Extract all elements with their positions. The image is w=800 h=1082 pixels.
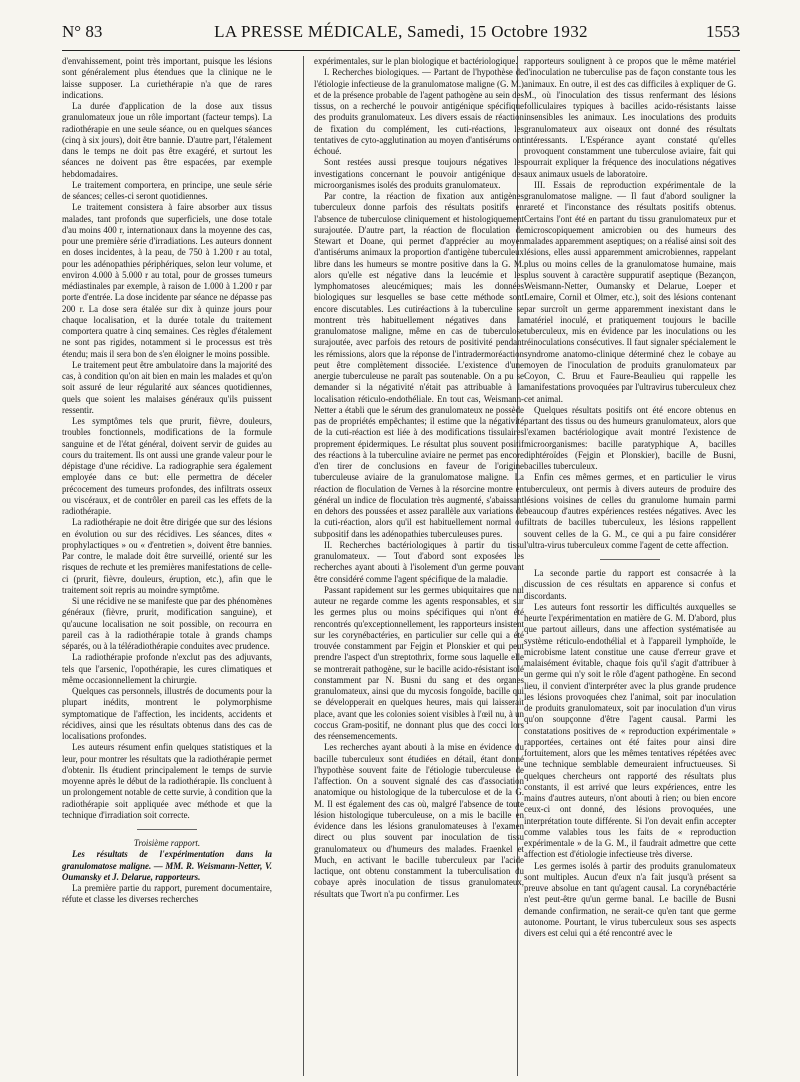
paragraph: I. Recherches biologiques. — Partant de l'hypothèse de l'étiologie infectieuse de la granulomatose maligne (G. M.) et de la présence probable de l'agent pathogène au sein des tissus, on a recherché le pouvoir antigénique spécifique des produits granulomateux. Les divers essais de réaction de fixation du complément, les cuti-réactions, les tentatives de cyto-agglutination au moyen d'antisérums ont échoué. xyxy=(314,67,524,156)
paragraph: Quelques cas personnels, illustrés de documents pour la plupart inédits, montrent le polymorphisme symptomatique de l'affection, les incidents, accidents et récidives, ainsi que les résultats obtenus dans des cas de localisations profondes. xyxy=(62,686,272,741)
paragraph: Passant rapidement sur les germes ubiquitaires que nul auteur ne regarde comme les agents responsables, et sur les germes plus ou moins spécifiques qui n'ont été rencontrés qu'exceptionnellement, les rapporteurs insistent sur les corynébactéries, en particulier sur celle qui a été trouvée constamment par Fejgin et Plonskier et qui peut prendre l'aspect d'un streptothrix, forme sous laquelle elle se montrerait pathogène, sur le bacille acido-résistant isolé constamment par N. Busni du sang et des organes granulomateux, ainsi que du mycosis fongoïde, bacille qui se développerait en quelques heures, mais qui laisserait place, avant que les colonies soient visibles à l'œil nu, à un coccus Gram-positif, ne donnant plus que des cocci lors des réensemencements. xyxy=(314,584,524,741)
journal-title: LA PRESSE MÉDICALE, Samedi, 15 Octobre 1932 xyxy=(214,22,588,41)
paragraph: La radiothérapie ne doit être dirigée que sur des lésions en évolution ou sur des récidives. Les séances, dites « prophylactiques » ou « d'entretien », doivent être bannies. Par contre, le malade doit être surveillé, orienté sur les risques de rechute et les premières manifestations de celle-ci (prurit, fièvre, douleurs, éruption, etc.), afin que le traitement soit repris au moindre symptôme. xyxy=(62,517,272,595)
paragraph: Le traitement peut être ambulatoire dans la majorité des cas, à condition qu'on ait bien en main les malades et qu'on soit assuré de leur régularité aux séances quotidiennes, quels que soient les malaises généraux qu'ils puissent ressentir. xyxy=(62,359,272,415)
paragraph: expérimentales, sur le plan biologique et bactériologique. xyxy=(314,56,518,66)
page-number: 1553 xyxy=(706,22,740,41)
paragraph: Si une récidive ne se manifeste que par des phénomènes généraux (fièvre, prurit, modification sanguine), et qu'aucune localisation ne soit possible, on recourra en pareil cas à la radiothérapie totale à grands champs séparés, ou à la téléradiothérapie conduites avec prudence. xyxy=(62,596,272,651)
page-header xyxy=(62,18,740,51)
paragraph: Le traitement consistera à faire absorber aux tissus malades, tant profonds que superficiels, une dose totale d'au moins 400 r, internationaux dans la moyenne des cas, pour une première série d'irradiations. Les auteurs donnent en doses incidentes, à la peau, de 750 à 1.200 r au total, pour les adénopathies périphériques, selon leur volume, et environ 4.000 à 5.000 r au total, pour de grosses tumeurs médiastinales par exemple, à raison de 1.000 à 1.200 r par porte d'entrée. La dose incidente par séance ne dépasse pas 200 r. La dose sera étalée sur dix à quinze jours pour chaque localisation, et la durée totale du traitement comportera quatre à cinq semaines. Ces règles d'étalement ne sont pas rigides, notamment si le processus est très étendu; mais il sera bon de s'en éloigner le moins possible. xyxy=(62,202,272,359)
paragraph: Les recherches ayant abouti à la mise en évidence du bacille tuberculeux sont étudiées en détail, étant donné l'hypothèse souvent faite de l'étiologie tuberculeuse de l'affection. On a souvent signalé des cas d'association anatomique ou histologique de la tuberculose et de la G. M. Il est également des cas où, malgré l'absence de toute lésion histologique tuberculeuse, on a mis le bacille en évidence dans les lésions granulomateuses à l'examen direct ou plus souvent par inoculation de tissu granulomateux ou d'humeurs des malades. Fraenkel et Much, en activant le bacille tuberculeux par l'acide lactique, ont obtenu constamment la tuberculisation du cobaye après inoculation de tissus granulomateux, résultats que Twort n'a pu confirmer. Les xyxy=(314,742,524,899)
report-heading: Les résultats de l'expérimentation dans la granulomatose maligne. — MM. R. Weismann-Netter, V. Oumansky et J. Delarue, rapporteurs. xyxy=(62,849,272,882)
paragraph: Par contre, la réaction de fixation aux antigènes tuberculeux donne parfois des résultats positifs en l'absence de tuberculose cliniquement et histologiquement surajoutée. D'autre part, la réaction de floculation de Stewart et Doane, qui permet d'apprécier au moyen d'antisérums animaux la proportion d'antigène tuberculeux libre dans les humeurs se montre positive dans la G. M. alors qu'elle est négative dans la leucémie et les lymphomatoses aleucémiques; mais les données biologiques sur lesquelles se base cette méthode sont encore discutables. Les cutiréactions à la tuberculine se montrent très habituellement négatives dans la granulomatose maligne, même en cas de tuberculose surajoutée, avec parfois des retours de positivité pendant les rémissions, alors que la réponse de l'intradermoréaction peut être complètement dissociée. L'existence d'une anergie tuberculeuse ne paraît pas soutenable. On a pu se demander si la négativité n'était pas attribuable à la localisation réticulo-endothéliale. En tout cas, Weismann-Netter a établi que le sérum des granulomateux ne possède pas de propriétés empêchantes; il estime que la négativité de la cuti-réaction est liée à des modifications tissulaires proprement épidermiques. Le résultat plus souvent positif des réactions à la tuberculine aviaire ne permet pas encore d'en tirer de conclusions en faveur de l'origine tuberculeuse aviaire de la granulomatose maligne. La réaction de floculation de Vernes à la résorcine montre en général un indice de floculation très augmenté, s'abaissant en dehors des poussées et assez parallèle aux variations de la cuti-réaction, alors qu'il est habituellement normal ou subpositif dans les adénopathies tuberculeuses pures. xyxy=(314,191,524,539)
paragraph: La première partie du rapport, purement documentaire, réfute et classe les diverses recherches xyxy=(62,883,272,905)
paragraph: d'envahissement, point très important, puisque les lésions sont généralement plus étendues que la clinique ne le laisse supposer. La curiethérapie n'a que de rares indications. xyxy=(62,56,272,100)
column-3 xyxy=(524,56,736,939)
paragraph: La seconde partie du rapport est consacrée à la discussion de ces résultats en apparence si confus et discordants. xyxy=(524,568,736,601)
section-rule xyxy=(137,829,197,830)
paragraph: La radiothérapie profonde n'exclut pas des adjuvants, tels que l'arsenic, l'opothérapie, les cures climatiques et même occasionnellement la chirurgie. xyxy=(62,652,272,685)
paragraph: Les auteurs résument enfin quelques statistiques et la leur, pour montrer les résultats que la radiothérapie permet d'obtenir. Ils étudient principalement le temps de survie moyenne après le début de la radiothérapie. Ils concluent à un prolongement notable de cette survie, à condition que la radiothérapie soit appliquée avec méthode et que la technique d'irradiation soit correcte. xyxy=(62,742,272,820)
paragraph: Sont restées aussi presque toujours négatives les investigations concernant le pouvoir antigénique des microorganismes isolés des produits granulomateux. xyxy=(314,157,524,190)
paragraph: Enfin ces mêmes germes, et en particulier le virus tuberculeux, ont permis à divers auteurs de produire des lésions voisines de celles du granulome humain parmi beaucoup d'autres expériences restées négatives. Avec les filtrats de bacilles tuberculeux, les lésions rappellent souvent celles de la G. M., ce qui a pu faire considérer l'ultra-virus tuberculeux comme l'agent de cette affection. xyxy=(524,472,736,550)
column-2 xyxy=(314,56,524,900)
paragraph: Quelques résultats positifs ont été encore obtenus en partant des tissus ou des humeurs granulomateux, alors que l'examen bactériologique avait montré l'existence de microorganismes: bacille paratyphique A, bacilles diphtéroïdes (Fejgin et Plonskier), bacille de Busni, bacilles tuberculeux. xyxy=(524,404,736,471)
issue-number: N° 83 xyxy=(62,22,103,41)
paragraph: Les symptômes tels que prurit, fièvre, douleurs, troubles fonctionnels, modifications de la formule sanguine et de l'état général, doivent servir de guides au cours du traitement. Ils ont aussi une grande valeur pour le dépistage d'une récidive. La radiographie sera également employée dans ce but: elle permettra de déceler précocement des tumeurs profondes, des infiltrats osseux ou viscéraux, et de contrôler en pareil cas les effets de la radiothérapie. xyxy=(62,416,272,516)
column-divider xyxy=(303,56,304,1076)
column-1 xyxy=(62,56,272,906)
paragraph: II. Recherches bactériologiques à partir du tissu granulomateux. — Tout d'abord sont exposées les recherches ayant abouti à l'isolement d'un germe pouvant être considéré comme l'agent spécifique de la maladie. xyxy=(314,539,524,584)
paragraph: Les germes isolés à partir des produits granulomateux sont multiples. Aucun d'eux n'a fait jusqu'à présent sa preuve absolue en tant qu'agent causal. La corynébactérie n'est peut-être qu'un germe banal. Le bacille de Busni demande confirmation, ne serait-ce qu'en tant que germe autonome. Pourtant, le virus tuberculeux sous ses aspects divers est celui qui a été rencontré avec le xyxy=(524,860,736,938)
paragraph: Les auteurs font ressortir les difficultés auxquelles se heurte l'expérimentation en matière de G. M. D'abord, plus que partout ailleurs, dans une affection systématisée au système réticulo-endothélial et à l'appareil lymphoïde, le microbisme latent constitue une cause d'erreur grave et malaisément évitable, chaque fois qu'il s'agit d'attribuer à un germe qui n'y soit le rôle d'agent pathogène. En second lieu, il convient d'interpréter avec la plus grande prudence les lésions provoquées chez l'animal, soit par inoculation de produits granulomateux, soit par inoculation d'un virus qu'on soupçonne d'être l'agent causal. Parmi les constatations positives de « reproduction expérimentale » rapportées, certaines ont été faites pour ainsi dire fortuitement, alors que les mêmes tentatives répétées avec une technique semblable demeuraient infructueuses. Si quelques chercheurs ont rapporté des résultats plus constants, il est arrivé que leurs expériences, entre les mains d'autres auteurs, n'ont abouti à rien; ou bien encore ceux-ci ont donné, des lésions provoquées, une interprétation toute différente. Si l'on devait enfin accepter comme valables tous les faits de « reproduction expérimentale » de la G. M., il faudrait admettre que cette affection est d'étiologie infectieuse très diverse. xyxy=(524,601,736,860)
section-rule xyxy=(600,559,660,560)
paragraph: rapporteurs soulignent à ce propos que le même matériel d'inoculation ne tuberculise pas de façon constante tous les animaux. En outre, il est des cas difficiles à expliquer de G. M., où l'inoculation des tissus renfermant des lésions folliculaires typiques à bacilles acido-résistants laisse insensibles les animaux. Les inoculations des produits granulomateux aux oiseaux ont donné des résultats intéressants. L'Espérance ayant constaté qu'elles provoquent constamment une tuberculose aviaire, fait qui pourrait expliquer la fréquence des inoculations négatives aux animaux usuels de laboratoire. xyxy=(524,56,736,179)
paragraph: Le traitement comportera, en principe, une seule série de séances; celles-ci seront quotidiennes. xyxy=(62,179,272,201)
paragraph: La durée d'application de la dose aux tissus granulomateux joue un rôle important (facteur temps). La radiothérapie en une seule séance, ou en quelques séances (cinq à six jours), doit être bannie. D'autre part, l'étalement dans le temps ne doit pas être exagéré, et surtout les séances ne doivent pas être espacées, par exemple hebdomadaires. xyxy=(62,101,272,179)
paragraph: III. Essais de reproduction expérimentale de la granulomatose maligne. — Il faut d'abord souligner la rareté et l'inconstance des résultats positifs obtenus. Certains l'ont été en partant du tissu granulomateux pur et microscopiquement amicrobien ou des humeurs des malades apparemment aseptiques; on a réalisé ainsi soit des lésions, elles aussi apparemment amicrobiennes, rappelant plus ou moins celles de la granulomatose humaine, mais plus souvent à caractère suppuratif aseptique (Bezançon, Weismann-Netter, Oumansky et Delarue, Loeper et Lemaire, Cornil et Olmer, etc.), soit des lésions contenant par surcroît un germe apparemment inexistant dans le matériel inoculé, et pratiquement toujours le bacille tuberculeux, mis en évidence par les inoculations ou les réinoculations consécutives. Il faut signaler spécialement le syndrome anatomo-clinique déterminé chez le cobaye au moyen de l'inoculation de produits granulomateux par Coyon, C. Bruu et Faure-Beaulieu qui rappelle les manifestations provoquées par l'ultravirus tuberculeux chez cet animal. xyxy=(524,179,736,404)
section-title: Troisième rapport. xyxy=(133,838,201,848)
